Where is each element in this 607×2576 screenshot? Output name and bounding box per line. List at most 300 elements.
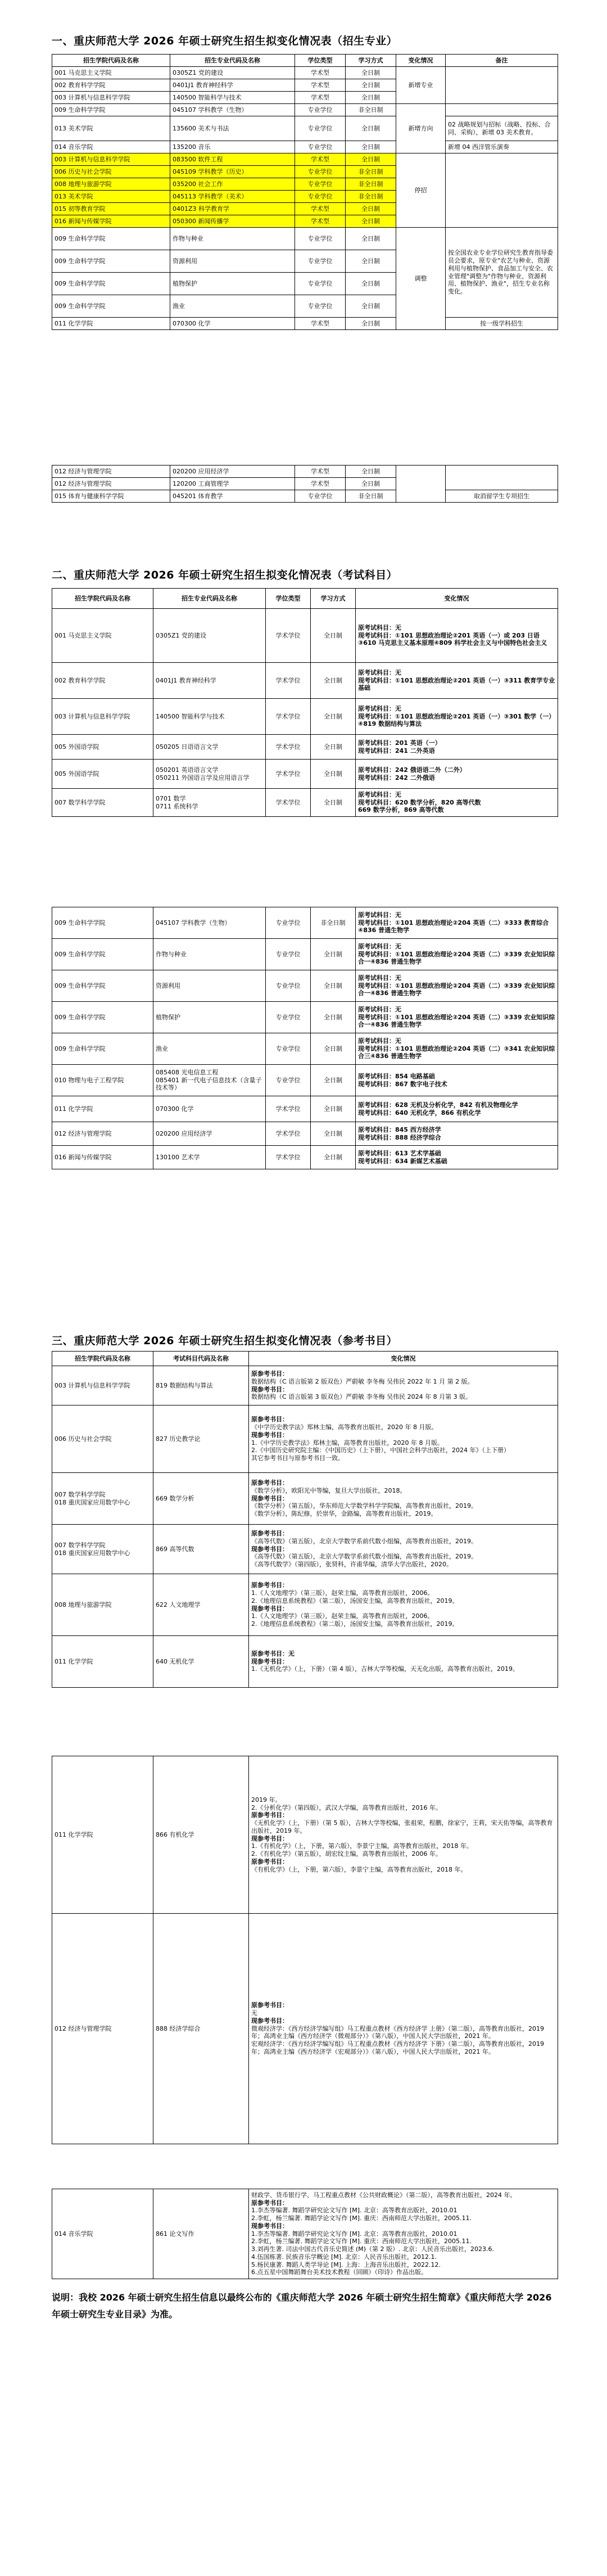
table-row	[52, 970, 558, 1002]
table-row	[52, 1146, 558, 1169]
subject-cell: 866 有机化学	[153, 1756, 249, 1914]
major-cell: 045107 学科教学（生物）	[170, 104, 295, 116]
table-header-row	[52, 589, 558, 609]
major-cell: 130100 艺术学	[153, 1146, 266, 1169]
major-cell: 作物与种业	[153, 939, 266, 970]
degree-cell: 专业学位	[295, 250, 346, 273]
change-line: 2019 年。	[251, 1796, 282, 1804]
change-line: 1.《人文地理学》（第三版），赵荣主编，高等教育出版社，2006。	[251, 1589, 434, 1597]
college-cell: 009 生命科学学院	[52, 1033, 153, 1065]
college-cell: 009 生命科学学院	[52, 228, 170, 250]
header-cell: 招生学院代码及名称	[52, 1352, 153, 1366]
degree-cell: 专业学位	[295, 228, 346, 250]
college-cell: 013 美术学院	[52, 191, 170, 203]
degree-cell: 学术学位	[266, 760, 311, 789]
change-line: 原参考书目：	[251, 1416, 288, 1423]
change-line: 原考试科目：无	[358, 911, 401, 919]
change-line: 原考试科目：无	[358, 790, 401, 798]
change-line: 现考试科目：①101 思想政治理论②204 英语（二）③333 教育综合④836 普通生物学	[358, 919, 549, 934]
major-cell: 0401J1 教育神经科学	[170, 79, 295, 92]
mode-cell: 全日制	[346, 478, 396, 490]
college-cell: 013 美术学院	[52, 116, 170, 141]
change-line: 2.《中国历史研究院主编：《中国历史》（上下册），中国社会科学出版社，2024 年》（上下册）	[251, 1447, 510, 1454]
change-line: 1.李杰等编著. 舞蹈学研究论文写作 [M]. 北京：高等教育出版社，2010.01	[251, 2230, 457, 2238]
mode-cell: 全日制	[346, 67, 396, 79]
change-detail-cell	[356, 1096, 558, 1122]
note-cell: 02 战略规划与招标（战略、投标、合同、采购），新增 03 美术教育。	[446, 116, 558, 141]
mode-cell: 全日制	[311, 609, 356, 663]
change-line: 3.刘再生著. 司法中国古代音乐史简述 (M)（第 2 版）. 北京：人民音乐出版社，2023.6.	[251, 2245, 495, 2253]
degree-cell: 学术型	[295, 318, 346, 330]
change-line: 《中学历史教学法》郑林主编，高等教育出版社，2020 年 8 月版。	[251, 1423, 438, 1431]
change-line: 1.《中学历史教学法》郑林主编，高等教育出版社，2020 年 8 月版。	[251, 1439, 443, 1447]
degree-cell: 学术学位	[266, 663, 311, 699]
change-line: 现考试科目：①101 思想政治理论②204 英语（二）③339 农业知识综合一④836 普通生物学	[358, 982, 555, 997]
college-cell: 015 体育与健康科学学院	[52, 490, 170, 503]
note-cell: 取消留学生专项招生	[446, 490, 558, 503]
change-line: 现考试科目：①101 思想政治理论②204 英语（二）③339 农业知识综合一④836 普通生物学	[358, 950, 555, 966]
change-line: 原参考书目：	[251, 1811, 288, 1819]
change-line: 2.李虹，杨兰编著. 舞蹈学论文写作 [M]. 重庆：西南师范大学出版社，2005.11.	[251, 2238, 472, 2245]
mode-cell: 全日制	[346, 79, 396, 92]
change-line: 财政学、货币银行学、马工程重点教材《公共财政概论》（第二版），高等教育出版社，2024 年。	[251, 2191, 517, 2199]
college-cell: 009 生命科学学院	[52, 1002, 153, 1033]
table-row	[52, 735, 558, 760]
change-line: 2.《地理信息系统教程》（第二版），汤国安主编，高等教育出版社，2019。	[251, 1620, 459, 1628]
mode-cell: 全日制	[346, 228, 396, 250]
major-cell: 渔业	[153, 1033, 266, 1065]
header-cell: 学位类型	[295, 55, 346, 67]
table-row	[52, 2189, 558, 2279]
change-line: 原参考书目：	[251, 1858, 288, 1865]
subject-cell: 819 数据结构与算法	[153, 1366, 249, 1405]
degree-cell: 学术型	[295, 92, 346, 104]
change-line: 现参考书目：	[251, 2017, 288, 2024]
note-cell	[446, 67, 558, 104]
table-row	[52, 228, 558, 250]
change-detail-cell	[249, 2189, 558, 2279]
table-row	[52, 1033, 558, 1065]
change-line: 原考试科目：无	[358, 668, 401, 676]
header-cell: 招生学院代码及名称	[52, 55, 170, 67]
mode-cell: 全日制	[346, 250, 396, 273]
college-cell: 003 计算机与信息科学学院	[52, 699, 153, 735]
change-line: 《数学分析》（第五版），华东师范大学数学科学学院编，高等教育出版社，2019。	[251, 1502, 477, 1510]
change-line: 《无机化学》（上，下册）（第 5 版），吉林大学等校编，张祖荣，程鹏，徐家宁，王莉，宋天佑等编，高等教育出版社，2019 年。	[251, 1819, 553, 1834]
degree-cell: 专业学位	[266, 970, 311, 1002]
change-detail-cell	[356, 1122, 558, 1146]
table-row	[52, 67, 558, 79]
change-cell	[396, 466, 446, 503]
table-row	[52, 1405, 558, 1473]
change-line: 现考试科目：634 新媒艺术基础	[358, 1157, 447, 1165]
major-cell: 050300 新闻传播学	[170, 215, 295, 228]
section3-table-continued	[52, 1756, 558, 2144]
change-line: 2.《分析化学》（第四版），武汉大学编，高等教育出版社，2016 年。	[251, 1804, 442, 1811]
college-cell: 008 地理与旅游学院	[52, 178, 170, 191]
header-cell: 变化情况	[396, 55, 446, 67]
change-detail-cell	[249, 1636, 558, 1688]
change-line: 原考试科目：201 英语（一）	[358, 739, 441, 747]
section1-title: 一、重庆师范大学 2026 年硕士研究生招生拟变化情况表（招生专业）	[52, 35, 398, 47]
change-cell: 调整	[396, 228, 446, 330]
major-cell: 070300 化学	[170, 318, 295, 330]
change-line: 669 数学分析，869 高等代数	[358, 806, 444, 814]
mode-cell: 全日制	[346, 116, 396, 141]
major-cell: 0305Z1 党的建设	[153, 609, 266, 663]
college-cell: 016 新闻与传媒学院	[52, 215, 170, 228]
college-cell: 005 外国语学院	[52, 735, 153, 760]
college-cell: 014 音乐学院	[52, 141, 170, 153]
degree-cell: 专业学位	[295, 178, 346, 191]
table-row	[52, 1473, 558, 1525]
college-cell: 011 化学学院	[52, 1096, 153, 1122]
mode-cell: 全日制	[311, 699, 356, 735]
major-cell: 0701 数学 0711 系统科学	[153, 789, 266, 817]
change-line: 《数学分析》，陈纪修，於崇华，金路编，高等教育出版社，2019。	[251, 1510, 437, 1518]
table-row	[52, 1914, 558, 2144]
table-row	[52, 153, 558, 166]
change-detail-cell	[356, 939, 558, 970]
change-detail-cell	[356, 699, 558, 735]
mode-cell: 全日制	[346, 273, 396, 295]
note-cell	[446, 104, 558, 116]
college-cell: 012 经济与管理学院	[52, 478, 170, 490]
mode-cell: 全日制	[311, 760, 356, 789]
table-row	[52, 1525, 558, 1574]
change-detail-cell	[356, 663, 558, 699]
major-cell: 020200 应用经济学	[170, 466, 295, 478]
degree-cell: 学术学位	[266, 1122, 311, 1146]
change-line: 现参考书目：	[251, 1834, 288, 1842]
change-detail-cell	[356, 970, 558, 1002]
change-line: 现考试科目：620 数学分析，820 高等代数	[358, 798, 481, 806]
change-line: 《数学分析》，欧阳光中等编，复旦大学出版社，2018。	[251, 1486, 406, 1494]
mode-cell: 非全日制	[346, 490, 396, 503]
section2-table-continued	[52, 907, 558, 1169]
table-header-row	[52, 1352, 558, 1366]
change-line: 原参考书目：	[251, 2001, 288, 2009]
change-line: 2.李虹，杨兰编著. 舞蹈学论文写作 [M]. 重庆：西南师范大学出版社，2005.11.	[251, 2215, 472, 2222]
college-cell: 006 历史与社会学院	[52, 1405, 153, 1473]
mode-cell: 全日制	[346, 203, 396, 215]
table-row	[52, 1756, 558, 1914]
change-line: 微观经济学：《西方经济学编写组》马工程重点教材《西方经济学 上册》（第二版），高等教育出版社，2019 年；高鸿业主编《西方经济学（微观部分）》（第八版），中国人民大学出版社，2021 年。	[251, 2024, 544, 2040]
college-cell: 008 地理与旅游学院	[52, 1574, 153, 1636]
college-cell: 003 计算机与信息科学学院	[52, 153, 170, 166]
change-line: 现参考书目：	[251, 1431, 288, 1439]
table-row	[52, 939, 558, 970]
change-line: 其它参考书目与原参考书目一致。	[251, 1454, 344, 1462]
degree-cell: 专业学位	[295, 273, 346, 295]
table-row	[52, 1065, 558, 1096]
change-line: 原考试科目：613 艺术学基础	[358, 1149, 441, 1157]
degree-cell: 学术学位	[266, 609, 311, 663]
change-line: 原参考书目：无	[251, 1649, 295, 1657]
change-detail-cell	[249, 1914, 558, 2144]
change-detail-cell	[249, 1756, 558, 1914]
note-cell	[446, 153, 558, 228]
change-detail-cell	[249, 1574, 558, 1636]
change-line: 原考试科目：845 西方经济学	[358, 1126, 441, 1133]
change-line: 4.伍国栋著. 民族音乐学概论 [M]. 北京：人民音乐出版社，2012.1.	[251, 2253, 437, 2261]
change-detail-cell	[356, 907, 558, 939]
major-cell: 035200 社会工作	[170, 178, 295, 191]
change-line: 2.《有机化学》（第五版），胡宏纹主编，高等教育出版社，2006 年。	[251, 1850, 442, 1858]
change-line: 《高等代数》（第五版），北京大学数学系前代数小组编，高等教育出版社，2019。	[251, 1553, 477, 1561]
change-line: 原考试科目：628 无机及分析化学，842 有机及物理化学	[358, 1101, 518, 1109]
table-row	[52, 907, 558, 939]
change-line: 现参考书目：	[251, 1605, 288, 1612]
college-cell: 009 生命科学学院	[52, 939, 153, 970]
major-cell: 045109 学科教学（历史）	[170, 166, 295, 178]
change-line: 现考试科目：①101 思想政治理论②201 英语（一）③301 数学（一）④819 数据结构与算法	[358, 712, 555, 728]
college-cell: 009 生命科学学院	[52, 273, 170, 295]
change-line: 现考试科目：867 数字电子技术	[358, 1080, 447, 1088]
major-cell: 120200 工商管理学	[170, 478, 295, 490]
major-cell: 020200 应用经济学	[153, 1122, 266, 1146]
table-row	[52, 1096, 558, 1122]
table-row	[52, 318, 558, 330]
mode-cell: 全日制	[346, 215, 396, 228]
table-row	[52, 116, 558, 141]
mode-cell: 全日制	[346, 295, 396, 318]
mode-cell: 全日制	[311, 789, 356, 817]
mode-cell: 非全日制	[346, 178, 396, 191]
section2-table	[52, 588, 558, 817]
header-cell: 变化情况	[249, 1352, 558, 1366]
college-cell: 002 教育科学学院	[52, 79, 170, 92]
table-row	[52, 141, 558, 153]
change-line: 1.李杰等编著. 舞蹈学研究论文写作 [M]. 北京：高等教育出版社，2010.01	[251, 2207, 457, 2215]
section2-title: 二、重庆师范大学 2026 年硕士研究生招生拟变化情况表（考试科目）	[52, 569, 398, 581]
college-cell: 012 经济与管理学院	[52, 466, 170, 478]
change-detail-cell	[356, 760, 558, 789]
major-cell: 140500 智能科学与技术	[170, 92, 295, 104]
change-line: 原考试科目：无	[358, 623, 401, 631]
college-cell: 011 化学学院	[52, 1636, 153, 1688]
college-cell: 002 教育科学学院	[52, 663, 153, 699]
college-cell: 010 物理与电子工程学院	[52, 1065, 153, 1096]
table-row	[52, 789, 558, 817]
major-cell: 植物保护	[153, 1002, 266, 1033]
degree-cell: 学术型	[295, 79, 346, 92]
mode-cell: 全日制	[311, 970, 356, 1002]
mode-cell: 非全日制	[346, 104, 396, 116]
change-line: 现考试科目：640 无机化学，866 有机化学	[358, 1109, 481, 1117]
table-row	[52, 699, 558, 735]
major-cell: 045113 学科教学（美术）	[170, 191, 295, 203]
change-line: 现参考书目：	[251, 1545, 288, 1553]
change-line: 原考试科目：854 电路基础	[358, 1072, 435, 1080]
college-cell: 011 化学学院	[52, 318, 170, 330]
college-cell: 014 音乐学院	[52, 2189, 153, 2279]
header-cell: 学位类型	[266, 589, 311, 609]
degree-cell: 专业学位	[266, 1002, 311, 1033]
major-cell: 045201 体育教学	[170, 490, 295, 503]
subject-cell: 827 历史教学论	[153, 1405, 249, 1473]
subject-cell: 861 论文写作	[153, 2189, 249, 2279]
change-detail-cell	[249, 1473, 558, 1525]
degree-cell: 学术学位	[266, 1146, 311, 1169]
mode-cell: 全日制	[346, 318, 396, 330]
note-cell: 按全国农业专业学位研究生教育指导委员会要求，原专业"农艺与种业、资源利用与植物保护、食品加工与安全、农业管理"调整为"作物与种业、资源利用、植物保护、渔业"，招生专业名称变化。	[446, 228, 558, 318]
major-cell: 0305Z1 党的建设	[170, 67, 295, 79]
college-cell: 009 生命科学学院	[52, 295, 170, 318]
degree-cell: 专业学位	[295, 116, 346, 141]
change-line: 现考试科目：241 二外英语	[358, 747, 435, 754]
mode-cell: 全日制	[311, 1002, 356, 1033]
change-line: 数据结构（C 语言版第 2 版双色）严蔚敏 李冬梅 吴伟民 2022 年 1 月 第 2 版。	[251, 1377, 474, 1385]
table-row	[52, 1366, 558, 1405]
degree-cell: 学术型	[295, 153, 346, 166]
section3-table	[52, 1351, 558, 1688]
note-cell: 新增 04 西洋管乐演奏	[446, 141, 558, 153]
degree-cell: 学术型	[295, 466, 346, 478]
table-header-row	[52, 55, 558, 67]
table-row	[52, 1122, 558, 1146]
change-cell: 新增方向	[396, 104, 446, 153]
change-line: 1.《有机化学》（上，下册，第六版），李景宁主编，高等教育出版社，2018 年。	[251, 1842, 473, 1850]
footnote: 说明：我校 2026 年硕士研究生招生信息以最终公布的《重庆师范大学 2026 年硕士研究生招生简章》《重庆师范大学 2026 年硕士研究生专业目录》为准。	[52, 2292, 552, 2320]
mode-cell: 全日制	[311, 735, 356, 760]
subject-cell: 669 数学分析	[153, 1473, 249, 1525]
degree-cell: 专业学位	[295, 166, 346, 178]
mode-cell: 全日制	[311, 1033, 356, 1065]
subject-cell: 869 高等代数	[153, 1525, 249, 1574]
college-cell: 012 经济与管理学院	[52, 1122, 153, 1146]
header-cell: 变化情况	[356, 589, 558, 609]
degree-cell: 专业学位	[266, 939, 311, 970]
change-line: 现参考书目：	[251, 1385, 288, 1393]
change-detail-cell	[356, 789, 558, 817]
table-row	[52, 490, 558, 503]
mode-cell: 全日制	[346, 153, 396, 166]
mode-cell: 非全日制	[346, 166, 396, 178]
change-line: 现参考书目：	[251, 2222, 288, 2230]
change-line: 原考试科目：无	[358, 1037, 401, 1045]
major-cell: 085408 光电信息工程 085401 新一代电子信息技术（含量子技术等）	[153, 1065, 266, 1096]
mode-cell: 非全日制	[346, 191, 396, 203]
change-line: 数据结构（C 语言版第 3 版双色）严蔚敏 李冬梅 吴伟民 2024 年 8 月第 3 版。	[251, 1393, 472, 1401]
college-cell: 009 生命科学学院	[52, 250, 170, 273]
major-cell: 050205 日语语言文学	[153, 735, 266, 760]
change-detail-cell	[356, 1146, 558, 1169]
change-line: 《有机化学》（上，下册，第六版），李景宁主编，高等教育出版社，2018 年。	[251, 1865, 467, 1873]
change-line: 原参考书目：	[251, 1370, 288, 1377]
mode-cell: 非全日制	[311, 907, 356, 939]
change-line: 现考试科目：242 二外俄语	[358, 774, 435, 781]
change-detail-cell	[356, 1033, 558, 1065]
degree-cell: 专业学位	[266, 1033, 311, 1065]
college-cell: 007 数学科学学院	[52, 789, 153, 817]
change-detail-cell	[356, 609, 558, 663]
college-cell: 006 历史与社会学院	[52, 166, 170, 178]
change-line: 2.《地理信息系统教程》（第二版），汤国安主编，高等教育出版社，2019。	[251, 1597, 459, 1605]
degree-cell: 学术学位	[266, 1096, 311, 1122]
change-line: 原参考书目：	[251, 1581, 288, 1589]
change-line: 《高等代数学》（第四版），张贤科，许甫华编，清华大学出版社，2020。	[251, 1561, 452, 1569]
major-cell: 资源利用	[170, 250, 295, 273]
change-line: 1.《人文地理学》（第三版），赵荣主编，高等教育出版社，2006。	[251, 1612, 434, 1620]
header-cell: 招生学院代码及名称	[52, 589, 153, 609]
mode-cell: 全日制	[311, 1065, 356, 1096]
change-line: 现参考书目：	[251, 1494, 288, 1502]
mode-cell: 全日制	[311, 1096, 356, 1122]
header-cell: 学习方式	[311, 589, 356, 609]
major-cell: 070300 化学	[153, 1096, 266, 1122]
mode-cell: 全日制	[346, 92, 396, 104]
change-line: 现考试科目：①101 思想政治理论②204 英语（二）③339 农业知识综合一④836 普通生物学	[358, 1013, 555, 1029]
degree-cell: 学术型	[295, 478, 346, 490]
section1-table-continued	[52, 465, 558, 503]
header-cell: 备注	[446, 55, 558, 67]
degree-cell: 学术学位	[266, 699, 311, 735]
major-cell: 140500 智能科学与技术	[153, 699, 266, 735]
college-cell: 009 生命科学学院	[52, 907, 153, 939]
degree-cell: 专业学位	[295, 141, 346, 153]
change-line: 1.《无机化学》（上，下册）（第 4 版），吉林大学等校编，天无化出版，高等教育出版社，2019。	[251, 1665, 519, 1673]
college-cell: 001 马克思主义学院	[52, 67, 170, 79]
degree-cell: 学术学位	[266, 789, 311, 817]
change-line: 原参考书目：	[251, 1479, 288, 1487]
table-row	[52, 609, 558, 663]
change-line: 6.点五星中国舞蹈舞台美术技术教程（回顾）（印诗）作品出版。	[251, 2268, 427, 2276]
college-cell: 007 数学科学学院 018 重庆国家应用数学中心	[52, 1473, 153, 1525]
change-line: 现考试科目：888 经济学综合	[358, 1133, 441, 1141]
major-cell: 083500 软件工程	[170, 153, 295, 166]
degree-cell: 专业学位	[266, 1065, 311, 1096]
subject-cell: 622 人文地理学	[153, 1574, 249, 1636]
header-cell: 招生专业代码及名称	[153, 589, 266, 609]
college-cell: 015 初等教育学院	[52, 203, 170, 215]
table-row	[52, 1574, 558, 1636]
change-detail-cell	[249, 1525, 558, 1574]
degree-cell: 学术型	[295, 203, 346, 215]
table-row	[52, 1636, 558, 1688]
degree-cell: 学术型	[295, 67, 346, 79]
mode-cell: 全日制	[311, 1146, 356, 1169]
college-cell: 003 计算机与信息科学学院	[52, 92, 170, 104]
change-line: 原考试科目：无	[358, 974, 401, 982]
subject-cell: 640 无机化学	[153, 1636, 249, 1688]
major-cell: 050201 英语语言文学 050211 外国语言学及应用语言学	[153, 760, 266, 789]
major-cell: 渔业	[170, 295, 295, 318]
major-cell: 作物与种业	[170, 228, 295, 250]
college-cell: 003 计算机与信息科学学院	[52, 1366, 153, 1405]
mode-cell: 全日制	[311, 663, 356, 699]
table-row	[52, 104, 558, 116]
change-detail-cell	[356, 735, 558, 760]
major-cell: 045107 学科教学（生物）	[153, 907, 266, 939]
change-line: 现考试科目：①101 思想政治理论②201 英语（一）或 203 日语③610 马克思主义基本原理④809 科学社会主义与中国特色社会主义	[358, 631, 547, 647]
major-cell: 135200 音乐	[170, 141, 295, 153]
degree-cell: 学术学位	[266, 735, 311, 760]
college-cell: 007 数学科学学院 018 重庆国家应用数学中心	[52, 1525, 153, 1574]
change-line: 原考试科目：242 俄语语二外（二外）	[358, 766, 466, 774]
change-line: 现考试科目：①101 思想政治理论②201 英语（一）③311 教育学专业基础	[358, 676, 555, 692]
change-line: 5.杨民康著. 舞蹈人类学导论 [M]. 上海：上海音乐出版社，2022.12.	[251, 2261, 441, 2268]
change-line: 《高等代数》（第五版），北京大学数学系前代数小组编，高等教育出版社，2019。	[251, 1537, 477, 1545]
college-cell: 012 经济与管理学院	[52, 1914, 153, 2144]
college-cell: 011 化学学院	[52, 1756, 153, 1914]
note-cell	[446, 466, 558, 490]
change-line: 宏观经济学：《西方经济学编写组》马工程重点教材《西方经济学 下册》（第二版），高等教育出版社，2019 年；高鸿业主编《西方经济学（宏观部分）》（第八版），中国人民大学出版社，2021 年。	[251, 2040, 544, 2055]
change-detail-cell	[356, 1065, 558, 1096]
change-cell: 新增专业	[396, 67, 446, 104]
college-cell: 016 新闻与传媒学院	[52, 1146, 153, 1169]
section3-title: 三、重庆师范大学 2026 年硕士研究生招生拟变化情况表（参考书目）	[52, 1335, 398, 1347]
